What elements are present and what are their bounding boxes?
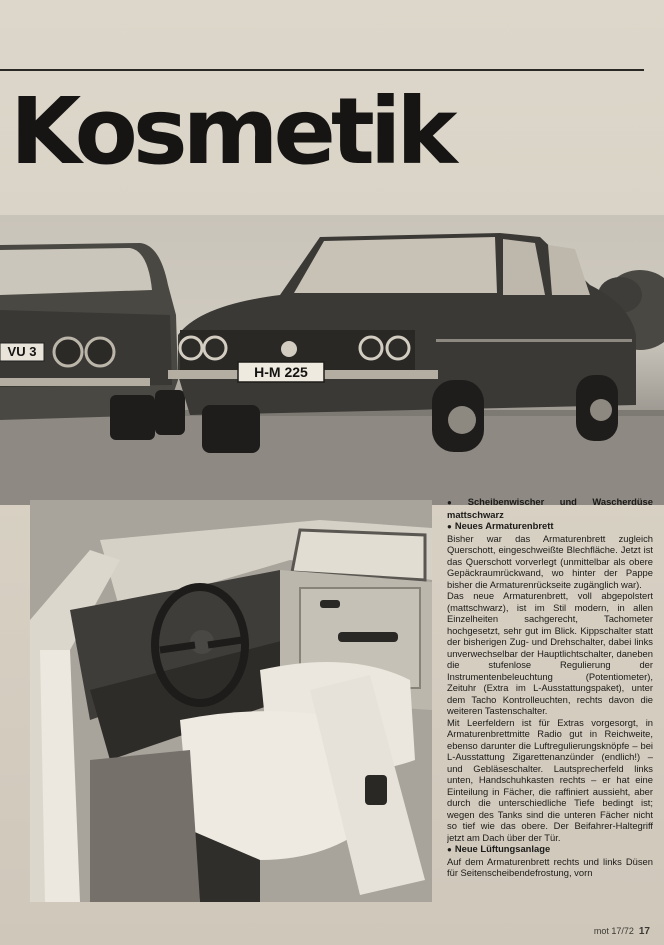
article-paragraph: Bisher war das Armaturenbrett zugleich Querschott, eingeschweißte Blechfläche. Jetzt ist das Querschott vorverlegt (unmittelbar als obere Gepäckraumrückwand, wo hinter der Pappe bisher die Armaturenrückseite zugänglich war). — [447, 532, 653, 590]
article-paragraph: Mit Leerfeldern ist für Extras vorgesorgt, in Armaturenbrettmitte Radio gut in Reichweite, ebenso darunter die Luftregulierungsknöpfe – bei L-Ausstattung Zigarettenanzünder (endlich!) – und Gebläseschalter. Lautsprecherfeld links unten, Handschuhkasten rechts – er hat eine Einteilung in Fächer, die raffiniert aussieht, aber durch die unterschiedliche Tiefe bedingt ist; wegen des Tanks sind die unteren Fächer nicht so tief wie das obere. Der Beifahrer-Haltegriff jetzt am Dach über der Tür. — [447, 716, 653, 843]
page-number: 17 — [638, 926, 650, 937]
photo-interior — [30, 500, 432, 902]
article-heading-wischer: ● Scheibenwischer und Wascherdüse mattschwarz — [447, 496, 653, 520]
cars-photo-graphic — [0, 215, 664, 505]
article-heading-armaturenbrett: ● Neues Armaturenbrett — [447, 520, 653, 533]
left-car-graphic — [0, 243, 185, 440]
top-rule — [0, 69, 644, 71]
photo-cars — [0, 215, 664, 505]
headline: Kosmetik — [10, 78, 453, 185]
article-heading-lueftung: ● Neue Lüftungsanlage — [447, 843, 653, 856]
interior-photo-graphic — [30, 500, 432, 902]
page-footer — [594, 926, 650, 937]
issue-label: mot 17/72 — [593, 926, 634, 936]
article-paragraph: Auf dem Armaturenbrett rechts und links Düsen für Seitenscheibendefrostung, vorn — [447, 855, 653, 878]
article-column — [447, 496, 653, 906]
license-plate-center: H-M 225 — [254, 364, 308, 380]
article-paragraph: Das neue Armaturenbrett, voll abgepolstert (mattschwarz), ist im Stil modern, in allen Einzelheiten sachgerecht, Tachometer hochgesetzt, sehr gut im Blick. Kippschalter statt der bisherigen Zug- und Drehschalter, dabei links unverwechselbar der Hauptlichtschalter, daneben die stufenlose Regulierung der Instrumentenbeleuchtung (Potentiometer), Zeituhr (Extra im L-Ausstattungspaket), unter dem Tacho Kontrolleuchten, rechts davon die weiteren Tastenschalter. — [447, 590, 653, 716]
license-plate-left: VU 3 — [7, 344, 37, 359]
